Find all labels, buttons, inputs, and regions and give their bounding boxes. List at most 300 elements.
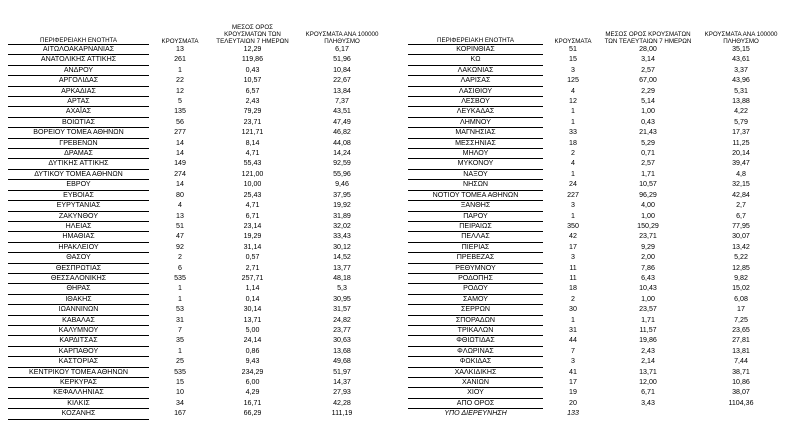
per100k-cell: 42,28 [333,398,351,407]
table-row [408,65,789,75]
table-row [8,45,390,55]
cases-cell: 22 [176,76,184,85]
table-row [8,378,390,388]
cases-cell: 7 [178,325,182,334]
avg7-cell: 23,14 [243,221,262,230]
avg7-cell: 16,71 [243,398,262,407]
cases-cell: 13 [176,211,184,220]
region-cell: ΕΥΒΟΙΑΣ [8,190,149,200]
region-cell: ΔΥΤΙΚΟΥ ΤΟΜΕΑ ΑΘΗΝΩΝ [8,169,149,179]
per100k-cell: 23,77 [333,325,351,334]
cases-cell: 18 [569,138,577,147]
cases-cell: 17 [569,378,577,386]
cases-cell: 80 [176,190,184,199]
avg7-cell: 2,14 [641,357,655,366]
region-cell: ΚΕΦΑΛΛΗΝΙΑΣ [8,388,149,398]
per100k-cell: 43,96 [732,76,750,85]
table-row [408,107,789,117]
region-cell: ΘΕΣΣΑΛΟΝΙΚΗΣ [8,273,149,283]
table-row [408,367,789,377]
avg7-cell: 6,43 [641,273,655,282]
avg7-cell: 6,71 [245,211,260,220]
cases-cell: 13 [176,45,184,53]
cases-cell: 2 [571,294,575,303]
table-row [408,86,789,96]
table-row [8,273,390,283]
cases-cell: 274 [174,169,186,178]
cases-cell: 14 [176,180,184,189]
region-cell: ΚΑΛΥΜΝΟΥ [8,325,149,335]
avg7-cell: 3,14 [641,55,655,64]
region-cell: ΑΡΤΑΣ [8,97,149,107]
region-cell: ΡΟΔΟΠΗΣ [408,273,543,283]
header-region: ΠΕΡΙΦΕΡΕΙΑΚΗ ΕΝΟΤΗΤΑ [8,18,149,45]
per100k-cell: 4,8 [736,169,746,178]
region-cell: ΠΙΕΡΙΑΣ [408,242,543,252]
avg7-cell: 2,57 [641,159,655,168]
per100k-cell: 13,88 [732,97,750,106]
cases-cell: 3 [571,253,575,262]
per100k-cell: 9,82 [734,273,748,282]
region-cell: ΡΟΔΟΥ [408,284,543,294]
cases-cell: 24 [569,180,577,189]
per100k-cell: 30,95 [333,294,351,303]
table-row [8,294,390,304]
avg7-cell: 10,57 [243,76,262,85]
region-cell: ΛΑΣΙΘΙΟΥ [408,86,543,96]
per100k-cell: 42,84 [732,190,750,199]
avg7-cell: 11,57 [639,325,657,334]
region-cell: ΘΗΡΑΣ [8,284,149,294]
cases-cell: 14 [176,138,184,147]
cases-cell: 261 [174,55,186,64]
cases-cell: 47 [176,232,184,241]
per100k-cell: 92,59 [333,159,351,168]
avg7-cell: 4,29 [245,388,260,397]
table-row [408,253,789,263]
cases-cell: 12 [176,86,184,95]
table-row [408,232,789,242]
per100k-cell: 43,61 [732,55,750,64]
avg7-cell: 55,43 [243,159,262,168]
avg7-cell: 1,14 [245,284,260,293]
region-cell: ΒΟΙΩΤΙΑΣ [8,117,149,127]
avg7-cell: 12,29 [243,45,262,53]
per100k-cell: 10,86 [732,378,750,386]
region-cell: ΜΕΣΣΗΝΙΑΣ [408,138,543,148]
cases-cell: 14 [176,149,184,158]
cases-cell: 1 [571,169,575,178]
per100k-cell: 22,67 [333,76,351,85]
per100k-cell: 3,37 [734,65,748,74]
avg7-cell: 96,29 [639,190,657,199]
cases-cell: 17 [569,242,577,251]
per100k-cell: 13,81 [732,346,750,355]
per100k-cell: 38,71 [732,367,750,376]
avg7-cell: 25,43 [243,190,262,199]
region-cell: ΖΑΚΥΝΘΟΥ [8,211,149,221]
per100k-cell: 7,25 [734,315,748,324]
per100k-cell: 5,3 [337,284,347,293]
table-row [408,190,789,200]
avg7-cell: 2,71 [245,263,260,272]
per100k-cell: 10,84 [333,65,351,74]
region-cell: ΦΛΩΡΙΝΑΣ [408,346,543,356]
region-cell: ΑΝΔΡΟΥ [8,65,149,75]
avg7-cell: 13,71 [639,367,657,376]
region-cell: ΔΥΤΙΚΗΣ ΑΤΤΙΚΗΣ [8,159,149,169]
cases-cell: 25 [176,357,184,366]
per100k-cell: 12,85 [732,263,750,272]
avg7-cell: 24,14 [243,336,262,345]
region-cell: ΑΡΚΑΔΙΑΣ [8,86,149,96]
region-cell: ΛΗΜΝΟΥ [408,117,543,127]
cases-cell: 1 [178,346,182,355]
per100k-cell: 27,93 [333,388,351,397]
region-cell: ΣΠΟΡΑΔΩΝ [408,315,543,325]
avg7-cell: 0,43 [641,117,655,126]
avg7-cell: 19,86 [639,336,657,345]
per100k-cell: 1104,36 [728,398,754,407]
table-row [8,346,390,356]
table-right [408,18,789,419]
per100k-cell: 38,07 [732,388,750,397]
cases-cell: 1 [571,211,575,220]
cases-cell: 53 [176,305,184,314]
region-cell: ΔΡΑΜΑΣ [8,149,149,159]
per100k-cell: 32,02 [333,221,351,230]
per100k-cell: 2,7 [736,201,746,210]
region-cell: ΑΧΑΪΑΣ [8,107,149,117]
cases-cell: 2 [571,149,575,158]
region-cell: ΦΘΙΩΤΙΔΑΣ [408,336,543,346]
per100k-cell: 43,51 [333,107,351,116]
cases-cell: 6 [178,263,182,272]
header-cases: ΚΡΟΥΣΜΑΤΑ [554,37,592,45]
per100k-cell: 48,18 [333,273,351,282]
table-row [408,76,789,86]
avg7-cell: 66,29 [243,409,262,418]
avg7-cell: 31,14 [243,242,262,251]
cases-cell: 51 [569,45,577,53]
region-cell: ΚΑΣΤΟΡΙΑΣ [8,357,149,367]
avg7-cell: 23,71 [639,232,657,241]
cases-cell: 2 [178,253,182,262]
region-cell: ΘΕΣΠΡΩΤΙΑΣ [8,263,149,273]
table-row [8,97,390,107]
region-cell: ΛΕΥΚΑΔΑΣ [408,107,543,117]
per100k-cell: 111,19 [331,409,353,418]
avg7-cell: 3,43 [641,398,655,407]
cases-cell: 33 [569,128,577,137]
region-cell: ΚΕΝΤΡΙΚΟΥ ΤΟΜΕΑ ΑΘΗΝΩΝ [8,367,149,377]
table-row [8,325,390,335]
avg7-cell: 9,43 [245,357,260,366]
per100k-cell: 35,15 [732,45,750,53]
per100k-cell: 30,63 [333,336,351,345]
per100k-cell: 39,47 [732,159,750,168]
avg7-cell: 119,86 [241,55,264,64]
per100k-cell: 5,79 [734,117,748,126]
table-row [8,367,390,377]
table-row [408,169,789,179]
header-avg7: ΜΕΣΟΣ ΟΡΟΣ ΚΡΟΥΣΜΑΤΩΝ ΤΩΝ ΤΕΛΕΥΤΑΙΩΝ 7 ΗΜΕΡΩΝ [604,30,692,45]
cases-cell: 42 [569,232,577,241]
header-row [408,18,789,45]
avg7-cell: 4,71 [245,201,260,210]
table-left [8,18,390,420]
cases-cell: 20 [569,398,577,407]
table-row [8,86,390,96]
per100k-cell: 51,97 [333,367,351,376]
per100k-cell: 17,37 [732,128,750,137]
cases-cell: 31 [176,315,184,324]
table-row [8,211,390,221]
table-row [408,159,789,169]
table-row [8,357,390,367]
region-cell: ΚΩ [408,55,543,65]
cases-cell: 3 [571,65,575,74]
per100k-cell: 14,24 [333,149,351,158]
region-cell: ΞΑΝΘΗΣ [408,201,543,211]
avg7-cell: 5,29 [641,138,655,147]
region-cell: ΛΑΚΩΝΙΑΣ [408,65,543,75]
table-row [8,76,390,86]
avg7-cell: 7,86 [641,263,655,272]
region-cell: ΜΥΚΟΝΟΥ [408,159,543,169]
region-cell: ΦΩΚΙΔΑΣ [408,357,543,367]
avg7-cell: 2,57 [641,65,655,74]
cases-cell: 18 [569,284,577,293]
avg7-cell: 6,00 [245,378,260,386]
per100k-cell: 46,82 [333,128,351,137]
region-cell: ΧΑΛΚΙΔΙΚΗΣ [408,367,543,377]
cases-cell: 31 [569,325,577,334]
region-cell: ΧΑΝΙΩΝ [408,378,543,388]
per100k-cell [693,409,789,419]
avg7-cell: 2,29 [641,86,655,95]
region-cell: ΑΠΟ ΟΡΟΣ [408,398,543,408]
cases-cell: 149 [174,159,186,168]
region-cell: ΑΝΑΤΟΛΙΚΗΣ ΑΤΤΙΚΗΣ [8,55,149,65]
region-cell: ΘΑΣΟΥ [8,253,149,263]
avg7-cell [603,409,693,419]
avg7-cell: 2,43 [245,97,260,106]
region-cell: ΚΕΡΚΥΡΑΣ [8,378,149,388]
cases-cell: 125 [567,76,579,85]
avg7-cell: 121,71 [241,128,264,137]
region-cell: ΝΑΞΟΥ [408,169,543,179]
table-row [8,128,390,138]
region-cell: ΓΡΕΒΕΝΩΝ [8,138,149,148]
table-row [408,128,789,138]
cases-cell: 535 [174,273,186,282]
table-row [408,97,789,107]
avg7-cell: 28,00 [639,45,657,53]
per100k-cell: 14,37 [333,378,351,386]
table-row [8,409,390,419]
avg7-cell: 1,71 [641,169,655,178]
per100k-cell: 13,77 [333,263,351,272]
cases-cell: 11 [569,273,577,282]
cases-cell: 11 [569,263,577,272]
avg7-cell: 5,14 [641,97,655,106]
table-row [8,55,390,65]
table-row [408,409,789,419]
table-row [408,55,789,65]
region-cell: ΒΟΡΕΙΟΥ ΤΟΜΕΑ ΑΘΗΝΩΝ [8,128,149,138]
per100k-cell: 37,95 [333,190,351,199]
cases-cell: 41 [569,367,577,376]
table-row [408,305,789,315]
per100k-cell: 15,02 [732,284,750,293]
avg7-cell: 23,57 [639,305,657,314]
per100k-cell: 6,7 [736,211,746,220]
cases-cell: 3 [571,201,575,210]
cases-cell: 277 [174,128,186,137]
table-row [408,284,789,294]
region-cell: ΚΑΒΑΛΑΣ [8,315,149,325]
table-row [8,388,390,398]
cases-cell: 167 [174,409,186,418]
region-cell: ΜΗΛΟΥ [408,149,543,159]
table-row [408,180,789,190]
cases-cell: 135 [174,107,186,116]
per100k-cell: 44,08 [333,138,351,147]
per100k-cell: 11,25 [732,138,750,147]
per100k-cell: 47,49 [333,117,351,126]
cases-cell: 44 [569,336,577,345]
per100k-cell: 32,15 [732,180,750,189]
cases-cell: 5 [178,97,182,106]
per100k-cell: 31,89 [333,211,351,220]
avg7-cell: 2,43 [641,346,655,355]
avg7-cell: 121,00 [241,169,264,178]
cases-cell: 535 [174,367,186,376]
region-cell: ΜΑΓΝΗΣΙΑΣ [408,128,543,138]
avg7-cell: 2,00 [641,253,655,262]
region-cell: ΠΕΛΛΑΣ [408,232,543,242]
cases-cell: 56 [176,117,184,126]
per100k-cell: 24,82 [333,315,351,324]
region-cell: ΚΟΡΙΝΘΙΑΣ [408,45,543,55]
table-row [408,242,789,252]
cases-cell: 19 [569,388,577,397]
cases-cell: 1 [178,65,182,74]
avg7-cell: 0,57 [245,253,260,262]
table-row [8,159,390,169]
table-row [8,263,390,273]
region-cell: ΚΙΛΚΙΣ [8,398,149,408]
avg7-cell: 79,29 [243,107,262,116]
region-cell: ΤΡΙΚΑΛΩΝ [408,325,543,335]
cases-cell: 4 [571,159,575,168]
cases-cell: 227 [567,190,579,199]
region-cell: ΥΠΟ ΔΙΕΡΕΥΝΗΣΗ [444,409,507,418]
avg7-cell: 1,00 [641,211,655,220]
avg7-cell: 12,00 [639,378,657,386]
per100k-cell: 49,68 [333,357,351,366]
cases-cell: 1 [178,284,182,293]
header-region: ΠΕΡΙΦΕΡΕΙΑΚΗ ΕΝΟΤΗΤΑ [408,18,543,45]
per100k-cell: 7,37 [335,97,349,106]
cases-cell: 7 [571,346,575,355]
per100k-cell: 6,08 [734,294,748,303]
table-row [8,232,390,242]
table-row [8,117,390,127]
cases-cell: 4 [571,86,575,95]
cases-cell: 10 [176,388,184,397]
avg7-cell: 10,00 [243,180,262,189]
avg7-cell: 234,29 [241,367,264,376]
region-cell: ΝΟΤΙΟΥ ΤΟΜΕΑ ΑΘΗΝΩΝ [408,190,543,200]
table-row [8,190,390,200]
table-row [408,294,789,304]
region-cell: ΑΙΤΩΛΟΑΚΑΡΝΑΝΙΑΣ [8,45,149,55]
table-row [408,346,789,356]
header-avg7: ΜΕΣΟΣ ΟΡΟΣ ΚΡΟΥΣΜΑΤΩΝ ΤΩΝ ΤΕΛΕΥΤΑΙΩΝ 7 ΗΜΕΡΩΝ [216,23,289,45]
per100k-cell: 4,22 [734,107,748,116]
table-row [408,325,789,335]
avg7-cell: 10,57 [639,180,657,189]
region-cell: ΗΜΑΘΙΑΣ [8,232,149,242]
per100k-cell: 30,07 [732,232,750,241]
avg7-cell: 19,29 [243,232,262,241]
table-row [8,284,390,294]
avg7-cell: 257,71 [241,273,264,282]
cases-cell: 35 [176,336,184,345]
table-row [408,388,789,398]
header-per100k: ΚΡΟΥΣΜΑΤΑ ΑΝΑ 100000 ΠΛΗΘΥΣΜΟ [704,30,778,45]
avg7-cell: 0,43 [245,65,260,74]
avg7-cell: 150,29 [637,221,659,230]
region-cell: ΣΑΜΟΥ [408,294,543,304]
per100k-cell: 13,84 [333,86,351,95]
cases-cell: 15 [569,55,577,64]
avg7-cell: 0,86 [245,346,260,355]
table-row [408,45,789,55]
table-row [8,242,390,252]
region-cell: ΗΡΑΚΛΕΙΟΥ [8,242,149,252]
table-row [8,221,390,231]
per100k-cell: 55,96 [333,169,351,178]
per100k-cell: 30,12 [333,242,351,251]
table-row [408,378,789,388]
cases-cell: 3 [571,357,575,366]
avg7-cell: 13,71 [243,315,262,324]
cases-cell: 92 [176,242,184,251]
table-row [408,201,789,211]
table-row [8,315,390,325]
table-row [8,253,390,263]
cases-cell: 34 [176,398,184,407]
avg7-cell: 1,00 [641,294,655,303]
cases-cell: 12 [569,97,577,106]
avg7-cell: 67,00 [639,76,657,85]
cases-cell: 1 [571,315,575,324]
per100k-cell: 31,57 [333,305,351,314]
table-row [408,357,789,367]
region-cell: ΡΕΘΥΜΝΟΥ [408,263,543,273]
per100k-cell: 27,81 [732,336,750,345]
avg7-cell: 6,71 [641,388,655,397]
region-cell: ΝΗΣΩΝ [408,180,543,190]
per100k-cell: 33,43 [333,232,351,241]
per100k-cell: 6,17 [335,45,349,53]
region-cell: ΠΕΙΡΑΙΩΣ [408,221,543,231]
region-cell: ΗΛΕΙΑΣ [8,221,149,231]
per100k-cell: 17 [737,305,745,314]
